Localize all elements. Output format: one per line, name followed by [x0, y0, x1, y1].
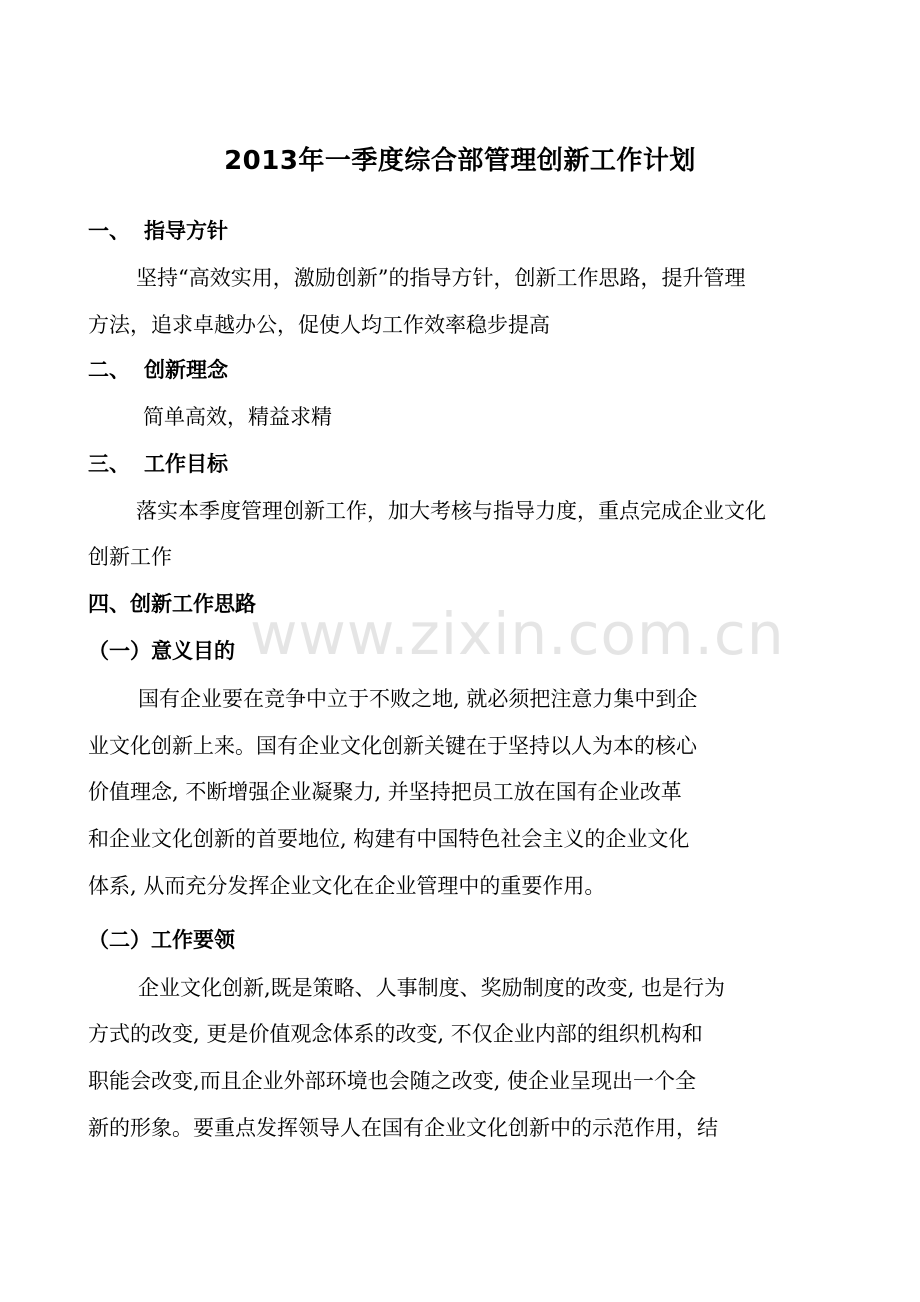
section-2-title: 创新理念	[144, 358, 228, 382]
paragraph-line: 方式的改变, 更是价值观念体系的改变, 不仅企业内部的组织机构和	[88, 1022, 703, 1046]
section-3-number: 三、	[88, 452, 130, 476]
paragraph-line: 职能会改变,而且企业外部环境也会随之改变, 使企业呈现出一个全	[88, 1069, 697, 1093]
paragraph-line: 国有企业要在竞争中立于不败之地, 就必须把注意力集中到企	[138, 687, 698, 711]
section-1-title: 指导方针	[144, 219, 228, 243]
section-1-heading	[88, 216, 228, 246]
section-3-title: 工作目标	[144, 452, 228, 476]
paragraph-line: 价值理念, 不断增强企业凝聚力, 并坚持把员工放在国有企业改革	[88, 780, 682, 804]
paragraph-line: 企业文化创新,既是策略、人事制度、奖励制度的改变, 也是行为	[138, 976, 726, 1000]
section-2-heading	[88, 355, 228, 385]
subsection-2-heading: （二）工作要领	[88, 928, 235, 952]
paragraph-line: 业文化创新上来。国有企业文化创新关键在于坚持以人为本的核心	[88, 734, 697, 758]
paragraph-line: 和企业文化创新的首要地位, 构建有中国特色社会主义的企业文化	[88, 827, 690, 851]
subsection-1-heading: （一）意义目的	[88, 639, 235, 663]
section-4-heading: 四、创新工作思路	[88, 592, 256, 616]
document-title: 2013年一季度综合部管理创新工作计划	[224, 146, 696, 176]
paragraph-line: 创新工作	[88, 545, 172, 569]
paragraph-line: 新的形象。要重点发挥领导人在国有企业文化创新中的示范作用，结	[88, 1116, 718, 1140]
paragraph-line: 落实本季度管理创新工作，加大考核与指导力度，重点完成企业文化	[136, 499, 766, 523]
watermark: www.zixin.com.cn	[250, 600, 785, 668]
section-3-heading	[88, 449, 228, 479]
section-2-number: 二、	[88, 358, 130, 382]
paragraph-line: 简单高效，精益求精	[143, 405, 332, 429]
section-1-number: 一、	[88, 219, 130, 243]
paragraph-line: 体系, 从而充分发挥企业文化在企业管理中的重要作用。	[88, 874, 606, 898]
paragraph-line: 方法，追求卓越办公，促使人均工作效率稳步提高	[88, 313, 550, 337]
paragraph-line: 坚持“高效实用，激励创新”的指导方针，创新工作思路，提升管理	[136, 266, 746, 290]
